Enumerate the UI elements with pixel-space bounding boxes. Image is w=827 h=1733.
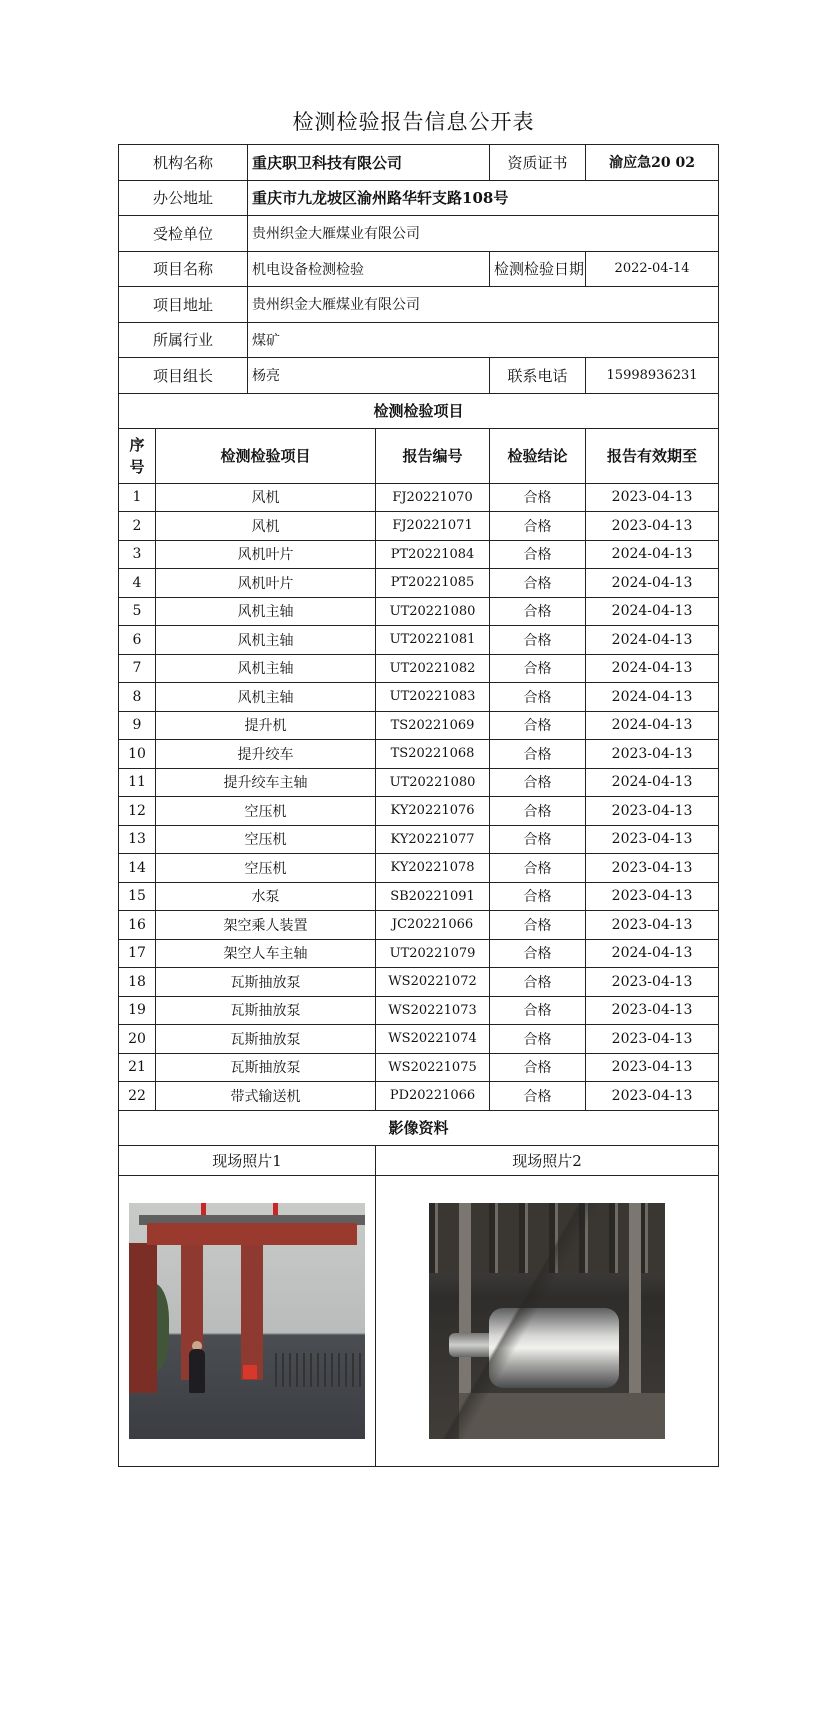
row-valid-until: 2024-04-13 [586, 569, 719, 598]
site-photo-2-conveyor [429, 1203, 665, 1439]
row-result: 合格 [490, 854, 586, 883]
row-result: 合格 [490, 882, 586, 911]
row-item: 架空乘人装置 [156, 911, 376, 940]
row-valid-until: 2023-04-13 [586, 483, 719, 512]
row-report-no: WS20221074 [376, 1025, 490, 1054]
industry-label: 所属行业 [119, 322, 248, 358]
table-row [119, 626, 719, 655]
row-index: 13 [119, 825, 156, 854]
table-row [119, 654, 719, 683]
flag-icon [273, 1203, 278, 1215]
photo1-label: 现场照片1 [119, 1145, 376, 1175]
row-valid-until: 2023-04-13 [586, 996, 719, 1025]
row-index: 15 [119, 882, 156, 911]
row-result: 合格 [490, 1082, 586, 1111]
row-index: 10 [119, 740, 156, 769]
row-index: 18 [119, 968, 156, 997]
table-row [119, 711, 719, 740]
row-result: 合格 [490, 540, 586, 569]
row-valid-until: 2023-04-13 [586, 1082, 719, 1111]
row-valid-until: 2024-04-13 [586, 597, 719, 626]
cert-value: 渝应急20 02 [586, 145, 719, 181]
row-index: 21 [119, 1053, 156, 1082]
industry-value: 煤矿 [248, 322, 719, 358]
row-item: 瓦斯抽放泵 [156, 1053, 376, 1082]
client-value: 贵州织金大雁煤业有限公司 [248, 216, 719, 252]
row-report-no: UT20221083 [376, 683, 490, 712]
phone-value: 15998936231 [586, 358, 719, 394]
row-report-no: FJ20221071 [376, 512, 490, 541]
row-result: 合格 [490, 797, 586, 826]
leader-value: 杨亮 [248, 358, 490, 394]
col-result: 检验结论 [490, 428, 586, 483]
gate-fence [275, 1353, 361, 1387]
row-index: 12 [119, 797, 156, 826]
row-index: 22 [119, 1082, 156, 1111]
page-title: 检测检验报告信息公开表 [292, 110, 535, 134]
row-item: 风机 [156, 512, 376, 541]
info-row-leader [119, 358, 719, 394]
table-row [119, 512, 719, 541]
photo2-label: 现场照片2 [376, 1145, 719, 1175]
row-valid-until: 2024-04-13 [586, 626, 719, 655]
report-table [118, 144, 719, 1467]
table-row [119, 483, 719, 512]
row-report-no: WS20221073 [376, 996, 490, 1025]
table-row [119, 968, 719, 997]
cert-label: 资质证书 [490, 145, 586, 181]
row-result: 合格 [490, 483, 586, 512]
project-label: 项目名称 [119, 251, 248, 287]
project-address-value: 贵州织金大雁煤业有限公司 [248, 287, 719, 323]
row-result: 合格 [490, 740, 586, 769]
info-row-industry [119, 322, 719, 358]
flag-icon [201, 1203, 206, 1215]
table-row [119, 1082, 719, 1111]
row-result: 合格 [490, 996, 586, 1025]
table-row [119, 540, 719, 569]
photo1-cell [119, 1175, 376, 1466]
site-photo-1-gate [129, 1203, 365, 1439]
row-report-no: UT20221081 [376, 626, 490, 655]
col-valid-until: 报告有效期至 [586, 428, 719, 483]
row-item: 风机主轴 [156, 597, 376, 626]
row-result: 合格 [490, 711, 586, 740]
row-result: 合格 [490, 683, 586, 712]
row-report-no: KY20221078 [376, 854, 490, 883]
row-result: 合格 [490, 1053, 586, 1082]
row-valid-until: 2023-04-13 [586, 968, 719, 997]
row-report-no: KY20221077 [376, 825, 490, 854]
row-index: 9 [119, 711, 156, 740]
date-label: 检测检验日期 [490, 251, 586, 287]
info-row-client [119, 216, 719, 252]
table-row [119, 597, 719, 626]
row-report-no: TS20221068 [376, 740, 490, 769]
row-valid-until: 2023-04-13 [586, 740, 719, 769]
row-item: 水泵 [156, 882, 376, 911]
row-valid-until: 2024-04-13 [586, 711, 719, 740]
row-index: 2 [119, 512, 156, 541]
row-item: 空压机 [156, 825, 376, 854]
row-item: 空压机 [156, 797, 376, 826]
items-section-header [119, 393, 719, 428]
row-report-no: KY20221076 [376, 797, 490, 826]
row-report-no: PT20221085 [376, 569, 490, 598]
row-item: 提升绞车主轴 [156, 768, 376, 797]
photos-row [119, 1175, 719, 1466]
row-valid-until: 2023-04-13 [586, 825, 719, 854]
row-index: 19 [119, 996, 156, 1025]
table-row [119, 569, 719, 598]
row-report-no: UT20221082 [376, 654, 490, 683]
row-item: 带式输送机 [156, 1082, 376, 1111]
row-item: 瓦斯抽放泵 [156, 968, 376, 997]
address-value: 重庆市九龙坡区渝州路华轩支路108号 [248, 180, 719, 216]
row-result: 合格 [490, 654, 586, 683]
row-result: 合格 [490, 968, 586, 997]
info-row-project [119, 251, 719, 287]
row-report-no: WS20221075 [376, 1053, 490, 1082]
row-index: 16 [119, 911, 156, 940]
row-index: 11 [119, 768, 156, 797]
phone-label: 联系电话 [490, 358, 586, 394]
red-sign [243, 1365, 257, 1379]
row-result: 合格 [490, 597, 586, 626]
row-valid-until: 2023-04-13 [586, 512, 719, 541]
table-row [119, 825, 719, 854]
row-report-no: FJ20221070 [376, 483, 490, 512]
project-address-label: 项目地址 [119, 287, 248, 323]
table-row [119, 996, 719, 1025]
media-section-title: 影像资料 [119, 1110, 719, 1145]
row-index: 14 [119, 854, 156, 883]
org-value: 重庆职卫科技有限公司 [248, 145, 490, 181]
table-row [119, 768, 719, 797]
row-index: 17 [119, 939, 156, 968]
row-valid-until: 2024-04-13 [586, 654, 719, 683]
row-report-no: PT20221084 [376, 540, 490, 569]
table-row [119, 1025, 719, 1054]
col-item: 检测检验项目 [156, 428, 376, 483]
table-row [119, 740, 719, 769]
row-valid-until: 2023-04-13 [586, 882, 719, 911]
row-report-no: UT20221080 [376, 597, 490, 626]
row-item: 风机主轴 [156, 654, 376, 683]
col-index: 序号 [119, 428, 156, 483]
org-label: 机构名称 [119, 145, 248, 181]
table-row [119, 797, 719, 826]
row-index: 6 [119, 626, 156, 655]
row-report-no: WS20221072 [376, 968, 490, 997]
row-item: 空压机 [156, 854, 376, 883]
row-item: 架空人车主轴 [156, 939, 376, 968]
row-report-no: UT20221080 [376, 768, 490, 797]
items-column-header [119, 428, 719, 483]
gate-pillar-right [241, 1245, 263, 1380]
photo2-cell [376, 1175, 719, 1466]
row-item: 风机主轴 [156, 683, 376, 712]
row-index: 7 [119, 654, 156, 683]
frame-shadow [429, 1203, 665, 1439]
table-row [119, 854, 719, 883]
row-result: 合格 [490, 939, 586, 968]
address-label: 办公地址 [119, 180, 248, 216]
row-valid-until: 2024-04-13 [586, 939, 719, 968]
table-row [119, 911, 719, 940]
row-report-no: PD20221066 [376, 1082, 490, 1111]
project-value: 机电设备检测检验 [248, 251, 490, 287]
info-row-org [119, 145, 719, 181]
row-result: 合格 [490, 911, 586, 940]
row-item: 风机主轴 [156, 626, 376, 655]
gate-beam [147, 1223, 357, 1245]
row-result: 合格 [490, 1025, 586, 1054]
row-index: 5 [119, 597, 156, 626]
row-report-no: TS20221069 [376, 711, 490, 740]
row-item: 提升机 [156, 711, 376, 740]
row-item: 瓦斯抽放泵 [156, 1025, 376, 1054]
row-result: 合格 [490, 512, 586, 541]
table-row [119, 882, 719, 911]
table-row [119, 939, 719, 968]
leader-label: 项目组长 [119, 358, 248, 394]
info-row-project-address [119, 287, 719, 323]
row-valid-until: 2023-04-13 [586, 1025, 719, 1054]
info-row-address [119, 180, 719, 216]
row-report-no: SB20221091 [376, 882, 490, 911]
row-index: 1 [119, 483, 156, 512]
table-row [119, 1053, 719, 1082]
person-figure [189, 1349, 205, 1393]
col-report-no: 报告编号 [376, 428, 490, 483]
table-row [119, 683, 719, 712]
row-item: 风机 [156, 483, 376, 512]
media-section-header [119, 1110, 719, 1145]
row-result: 合格 [490, 569, 586, 598]
photo-labels-row [119, 1145, 719, 1175]
row-item: 瓦斯抽放泵 [156, 996, 376, 1025]
row-result: 合格 [490, 825, 586, 854]
gate-side-pillar [129, 1243, 157, 1393]
items-section-title: 检测检验项目 [119, 393, 719, 428]
row-item: 风机叶片 [156, 540, 376, 569]
row-item: 风机叶片 [156, 569, 376, 598]
row-valid-until: 2023-04-13 [586, 911, 719, 940]
row-valid-until: 2023-04-13 [586, 854, 719, 883]
row-result: 合格 [490, 626, 586, 655]
row-valid-until: 2023-04-13 [586, 797, 719, 826]
row-index: 4 [119, 569, 156, 598]
row-result: 合格 [490, 768, 586, 797]
row-index: 8 [119, 683, 156, 712]
row-valid-until: 2023-04-13 [586, 1053, 719, 1082]
row-item: 提升绞车 [156, 740, 376, 769]
row-index: 20 [119, 1025, 156, 1054]
row-report-no: JC20221066 [376, 911, 490, 940]
row-valid-until: 2024-04-13 [586, 683, 719, 712]
row-index: 3 [119, 540, 156, 569]
row-valid-until: 2024-04-13 [586, 768, 719, 797]
date-value: 2022-04-14 [586, 251, 719, 287]
client-label: 受检单位 [119, 216, 248, 252]
row-report-no: UT20221079 [376, 939, 490, 968]
row-valid-until: 2024-04-13 [586, 540, 719, 569]
